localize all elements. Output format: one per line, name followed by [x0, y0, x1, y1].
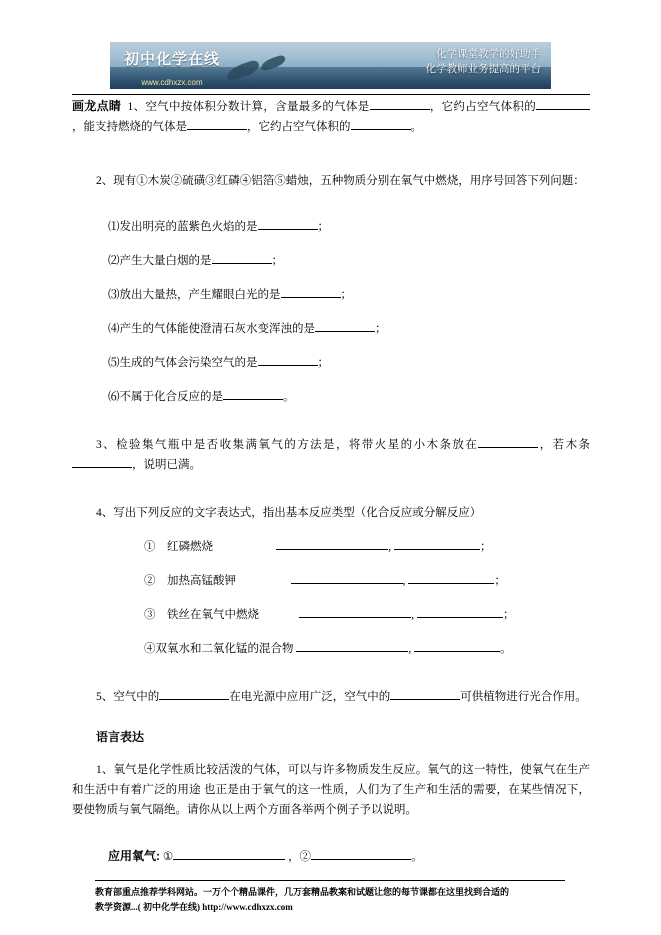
question-4-item-1-label: ① 红磷燃烧 [144, 541, 213, 553]
blank-field[interactable] [311, 859, 411, 860]
question-2-item-3-text: ⑶放出大量热，产生耀眼白光的是 [108, 289, 281, 301]
question-2-item-3 [72, 285, 590, 305]
question-2-item-5 [72, 353, 590, 373]
blank-field[interactable] [370, 109, 430, 110]
spacer [72, 820, 590, 832]
question-2-item-5-suffix: ； [317, 357, 329, 369]
question-4: 4、写出下列反应的文字表达式，指出基本反应类型（化合反应或分解反应） [96, 507, 482, 519]
document-body [72, 96, 590, 867]
blank-field[interactable] [417, 617, 503, 618]
question-2-item-2 [72, 251, 590, 271]
site-banner [110, 42, 551, 89]
question-2-item-6 [72, 387, 590, 407]
question-4-item-4-suffix: 。 [500, 643, 512, 655]
blank-field[interactable] [258, 365, 318, 366]
question-2-item-1-suffix: ； [317, 221, 329, 233]
blank-field[interactable] [159, 699, 229, 700]
blank-field[interactable] [187, 129, 247, 130]
spacer [72, 707, 590, 727]
blank-field[interactable] [478, 447, 538, 448]
question-2-item-4-text: ⑷产生的气体能使澄清石灰水变浑浊的是 [108, 323, 315, 335]
question-1-text-e: 。 [410, 121, 422, 133]
question-4-item-2: ② 加热高锰酸钾 , ； [72, 571, 590, 591]
blank-field[interactable] [281, 297, 341, 298]
blank-field[interactable] [536, 109, 590, 110]
question-5-text-a: 5、空气中的 [96, 691, 160, 703]
section-2-question-1: 1、氧气是化学性质比较活泼的气体，可以与许多物质发生反应。氧气的这一特性，使氧气在生产和生活中有着广泛的用途 也正是由于氧气的这一性质，人们为了生产和生活的需要，在某些情况下，要使物质与氧气隔绝。请你从以上两个方面各举两个例子予以说明。 [72, 764, 590, 816]
question-4-item-4-label: ④双氧水和二氧化锰的混合物 [144, 643, 294, 655]
section-title-1: 画龙点睛 [72, 99, 122, 113]
blank-field[interactable] [351, 129, 411, 130]
footer-line-2: 教学资源...( 初中化学在线) http://www.cdhxzx.com [95, 902, 293, 912]
question-4-item-3-label: ③ 铁丝在氧气中燃烧 [144, 609, 259, 621]
question-1-text-a: 1、空气中按体积分数计算，含量最多的气体是 [127, 101, 370, 113]
question-3 [72, 435, 590, 475]
question-2-item-2-suffix: ； [271, 255, 283, 267]
spacer [72, 748, 590, 760]
question-4-item-4: ④双氧水和二氧化锰的混合物 , 。 [72, 639, 590, 659]
header-divider [72, 94, 590, 95]
section-2-heading [72, 727, 590, 748]
site-logo-title: 初中化学在线 [123, 51, 220, 68]
blank-field[interactable] [299, 617, 411, 618]
site-logo [118, 48, 226, 87]
blank-field[interactable] [276, 549, 388, 550]
question-5-text-b: 在电光源中应用广泛，空气中的 [229, 691, 391, 703]
question-5 [72, 687, 590, 707]
answer-1-prefix: ① [162, 851, 174, 863]
spacer [72, 191, 590, 203]
question-3-text-a: 3、检验集气瓶中是否收集满氧气的方法是，将带火星的小木条放在 [96, 439, 479, 451]
site-logo-url: www.cdhxzx.com [141, 78, 203, 87]
section-title-2: 语言表达 [96, 730, 145, 744]
question-2-item-1 [72, 217, 590, 237]
blank-field[interactable] [296, 651, 408, 652]
footer-divider [95, 880, 565, 881]
question-4-item-3: ③ 铁丝在氧气中燃烧 , ； [72, 605, 590, 625]
blank-field[interactable] [173, 859, 285, 860]
question-2: 2、现有①木炭②硫磺③红磷④铝箔⑤蜡烛，五种物质分别在氧气中燃烧，用序号回答下列问题： [96, 175, 585, 187]
page-footer [95, 880, 565, 915]
question-2-item-2-text: ⑵产生大量白烟的是 [108, 255, 212, 267]
banner-slogan [426, 47, 542, 77]
question-4-item-3-suffix: ； [503, 609, 515, 621]
answer-label: 应用氧气: [108, 849, 160, 863]
question-2-item-6-suffix: 。 [283, 391, 295, 403]
spacer [72, 137, 590, 171]
blank-field[interactable] [390, 699, 460, 700]
question-2-item-6-text: ⑹不属于化合反应的是 [108, 391, 223, 403]
spacer [72, 659, 590, 671]
question-4-item-1: ① 红磷燃烧 , ； [72, 537, 590, 557]
question-1-text-d: ，它约占空气体积的 [247, 121, 351, 133]
question-4-item-2-label: ② 加热高锰酸钾 [144, 575, 236, 587]
blank-field[interactable] [315, 331, 375, 332]
spacer [72, 475, 590, 487]
blank-field[interactable] [258, 229, 318, 230]
blank-field[interactable] [394, 549, 480, 550]
spacer [72, 407, 590, 419]
question-5-text-c: 可供植物进行光合作用。 [460, 691, 587, 703]
question-3-text-c: ，说明已满。 [132, 459, 201, 471]
question-3-text-b: ，若木条 [538, 439, 591, 451]
question-2-item-4 [72, 319, 590, 339]
question-2-item-3-suffix: ； [340, 289, 352, 301]
blank-field[interactable] [223, 399, 283, 400]
blank-field[interactable] [291, 583, 403, 584]
question-2-item-5-text: ⑸生成的气体会污染空气的是 [108, 357, 258, 369]
question-1-text-b: ，它约占空气体积的 [429, 101, 536, 113]
question-1-text-c: ，能支持燃烧的气体是 [72, 121, 187, 133]
question-2-item-1-text: ⑴发出明亮的蓝紫色火焰的是 [108, 221, 258, 233]
question-2-item-4-suffix: ； [375, 323, 387, 335]
question-1 [72, 96, 590, 137]
question-4-item-2-suffix: ； [494, 575, 506, 587]
blank-field[interactable] [72, 467, 132, 468]
blank-field[interactable] [414, 651, 500, 652]
footer-line-1: 教育部重点推荐学科网站。一万个个精品课件，几万套精品教案和试题让您的每节课都在这里找到合适的 [95, 887, 510, 897]
blank-field[interactable] [408, 583, 494, 584]
section-2-answer-row [72, 846, 590, 867]
question-4-item-1-suffix: ； [480, 541, 492, 553]
answer-suffix: 。 [411, 851, 423, 863]
answer-mid: ，② [288, 851, 312, 863]
blank-field[interactable] [212, 263, 272, 264]
banner-slogan-line1: 化学课堂教学的好助手 [436, 48, 541, 60]
banner-slogan-line2: 化学教师业务提高的平台 [425, 63, 541, 75]
